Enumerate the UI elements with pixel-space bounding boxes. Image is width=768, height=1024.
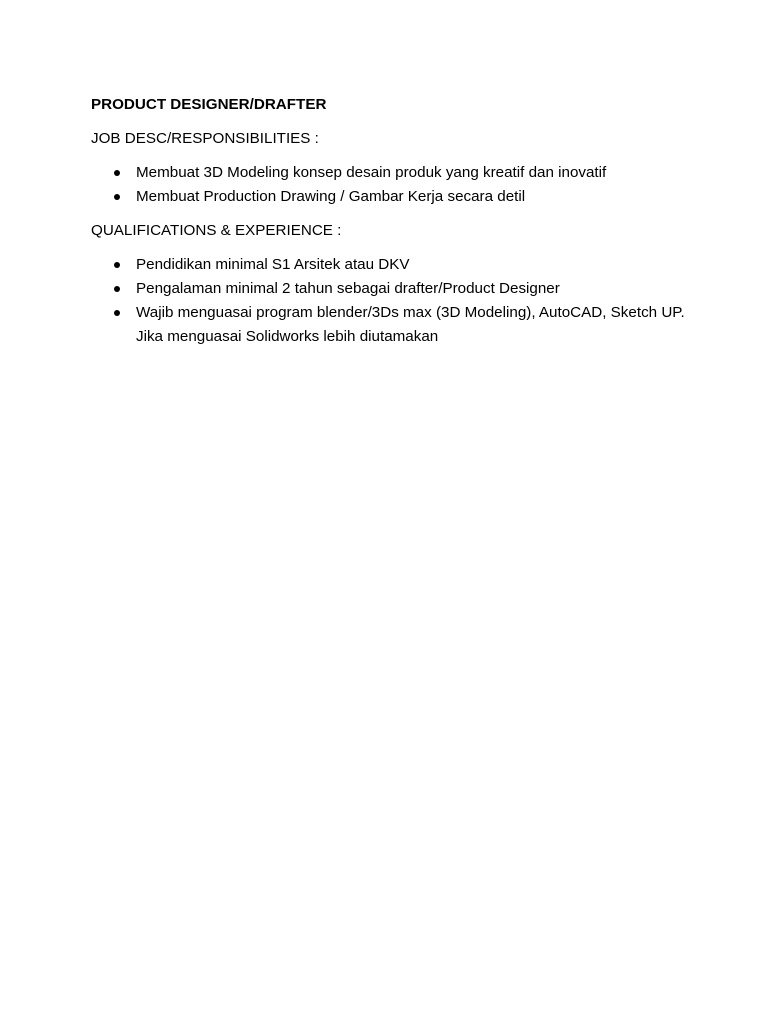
document-content — [91, 93, 701, 359]
list-item — [91, 253, 701, 277]
list-item — [91, 185, 701, 209]
responsibilities-list — [91, 161, 701, 209]
section-heading-responsibilities: JOB DESC/RESPONSIBILITIES : — [91, 130, 319, 147]
section-heading-qualifications: QUALIFICATIONS & EXPERIENCE : — [91, 222, 342, 239]
bullet-dot-icon — [114, 194, 120, 200]
list-item — [91, 277, 701, 301]
list-item-text: Pendidikan minimal S1 Arsitek atau DKV — [136, 256, 410, 273]
list-item-text: Membuat Production Drawing / Gambar Kerja secara detil — [136, 188, 526, 205]
list-item — [91, 301, 701, 349]
list-item — [91, 161, 701, 185]
bullet-dot-icon — [114, 310, 120, 316]
document-title: PRODUCT DESIGNER/DRAFTER — [91, 96, 327, 113]
bullet-dot-icon — [114, 170, 120, 176]
list-item-text: Membuat 3D Modeling konsep desain produk yang kreatif dan inovatif — [136, 164, 607, 181]
list-item-text: Wajib menguasai program blender/3Ds max (3D Modeling), AutoCAD, Sketch UP. Jika menguasai Solidworks lebih diutamakan — [136, 304, 685, 345]
qualifications-list — [91, 253, 701, 349]
list-item-text: Pengalaman minimal 2 tahun sebagai drafter/Product Designer — [136, 280, 560, 297]
bullet-dot-icon — [114, 286, 120, 292]
bullet-dot-icon — [114, 262, 120, 268]
